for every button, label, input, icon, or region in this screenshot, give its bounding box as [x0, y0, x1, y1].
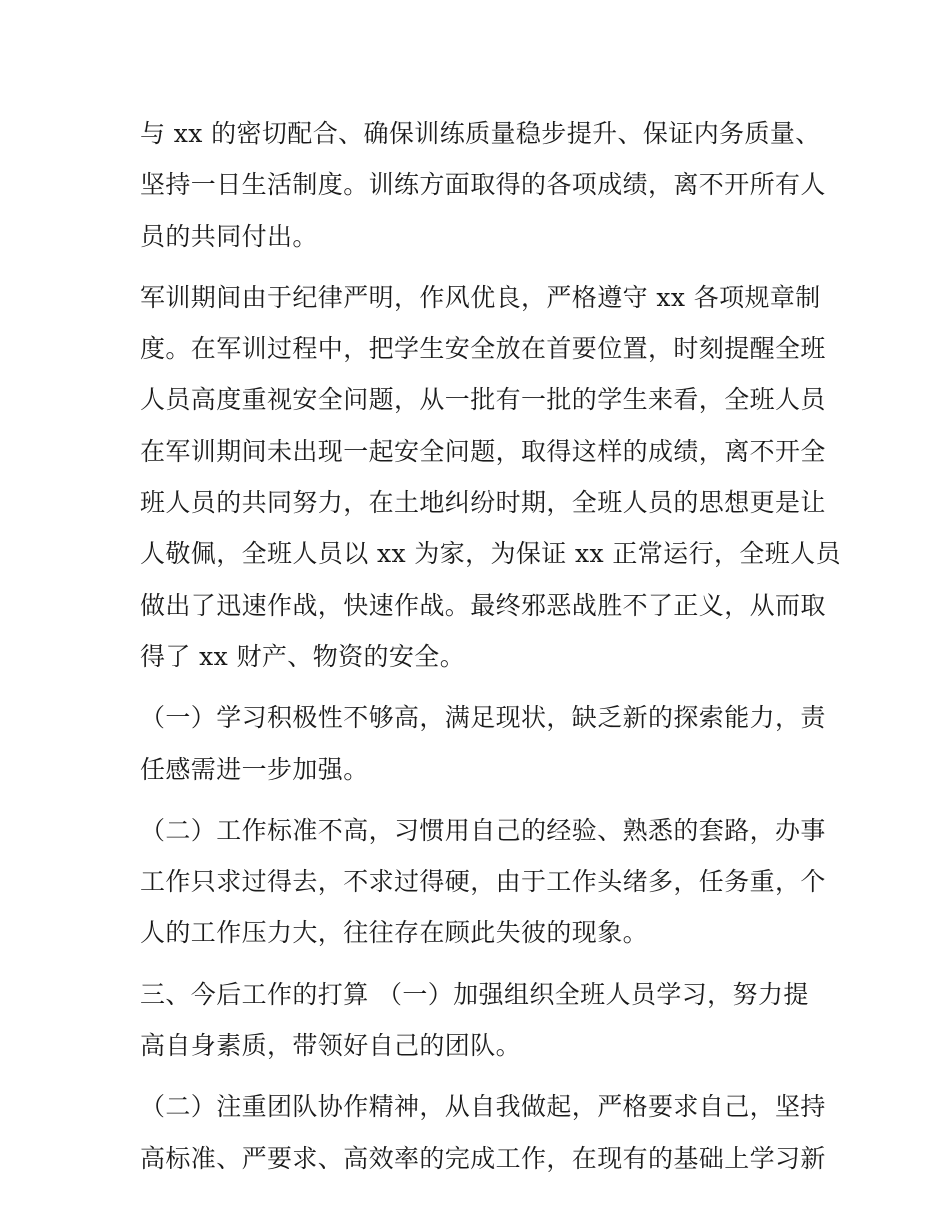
- text-line: 三、今后工作的打算 （一）加强组织全班人员学习，努力提: [140, 979, 809, 1009]
- text-line: 军训期间由于纪律严明，作风优良，严格遵守 xx 各项规章制: [140, 282, 821, 312]
- text-line: 班人员的共同努力，在土地纠纷时期，全班人员的思想更是让: [140, 488, 826, 518]
- paragraph-2: [140, 272, 841, 682]
- text-line: （一）学习积极性不够高，满足现状，缺乏新的探索能力，责: [140, 703, 826, 733]
- text-line: 与 xx 的密切配合、确保训练质量稳步提升、保证内务质量、: [140, 119, 821, 148]
- text-line: 坚持一日生活制度。训练方面取得的各项成绩，离不开所有人: [140, 170, 826, 200]
- text-line: 人员高度重视安全问题，从一批有一批的学生来看，全班人员: [140, 385, 826, 415]
- text-line: 任感需进一步加强。: [140, 754, 369, 784]
- paragraph-6: [140, 1081, 826, 1184]
- text-line: 工作只求过得去，不求过得硬，由于工作头绪多，任务重，个: [140, 867, 826, 897]
- document-body: [140, 108, 841, 1194]
- paragraph-1: [140, 108, 826, 262]
- paragraph-4: [140, 805, 826, 959]
- text-line: 做出了迅速作战，快速作战。最终邪恶战胜不了正义，从而取: [140, 590, 826, 620]
- paragraph-3: [140, 692, 826, 795]
- text-line: 高自身素质，带领好自己的团队。: [140, 1031, 522, 1061]
- text-line: （二）工作标准不高，习惯用自己的经验、熟悉的套路，办事: [140, 815, 826, 845]
- text-line: 度。在军训过程中，把学生安全放在首要位置，时刻提醒全班: [140, 334, 826, 364]
- text-line: 员的共同付出。: [140, 221, 318, 251]
- text-line: 人敬佩，全班人员以 xx 为家，为保证 xx 正常运行，全班人员: [140, 539, 841, 569]
- text-line: （二）注重团队协作精神，从自我做起，严格要求自己，坚持: [140, 1092, 826, 1122]
- paragraph-5: [140, 969, 815, 1072]
- text-line: 人的工作压力大，往往存在顾此失彼的现象。: [140, 918, 649, 948]
- text-line: 在军训期间未出现一起安全问题，取得这样的成绩，离不开全: [140, 436, 826, 466]
- text-line: 高标准、严要求、高效率的完成工作，在现有的基础上学习新: [140, 1143, 826, 1173]
- text-line: 得了 xx 财产、物资的安全。: [140, 641, 466, 671]
